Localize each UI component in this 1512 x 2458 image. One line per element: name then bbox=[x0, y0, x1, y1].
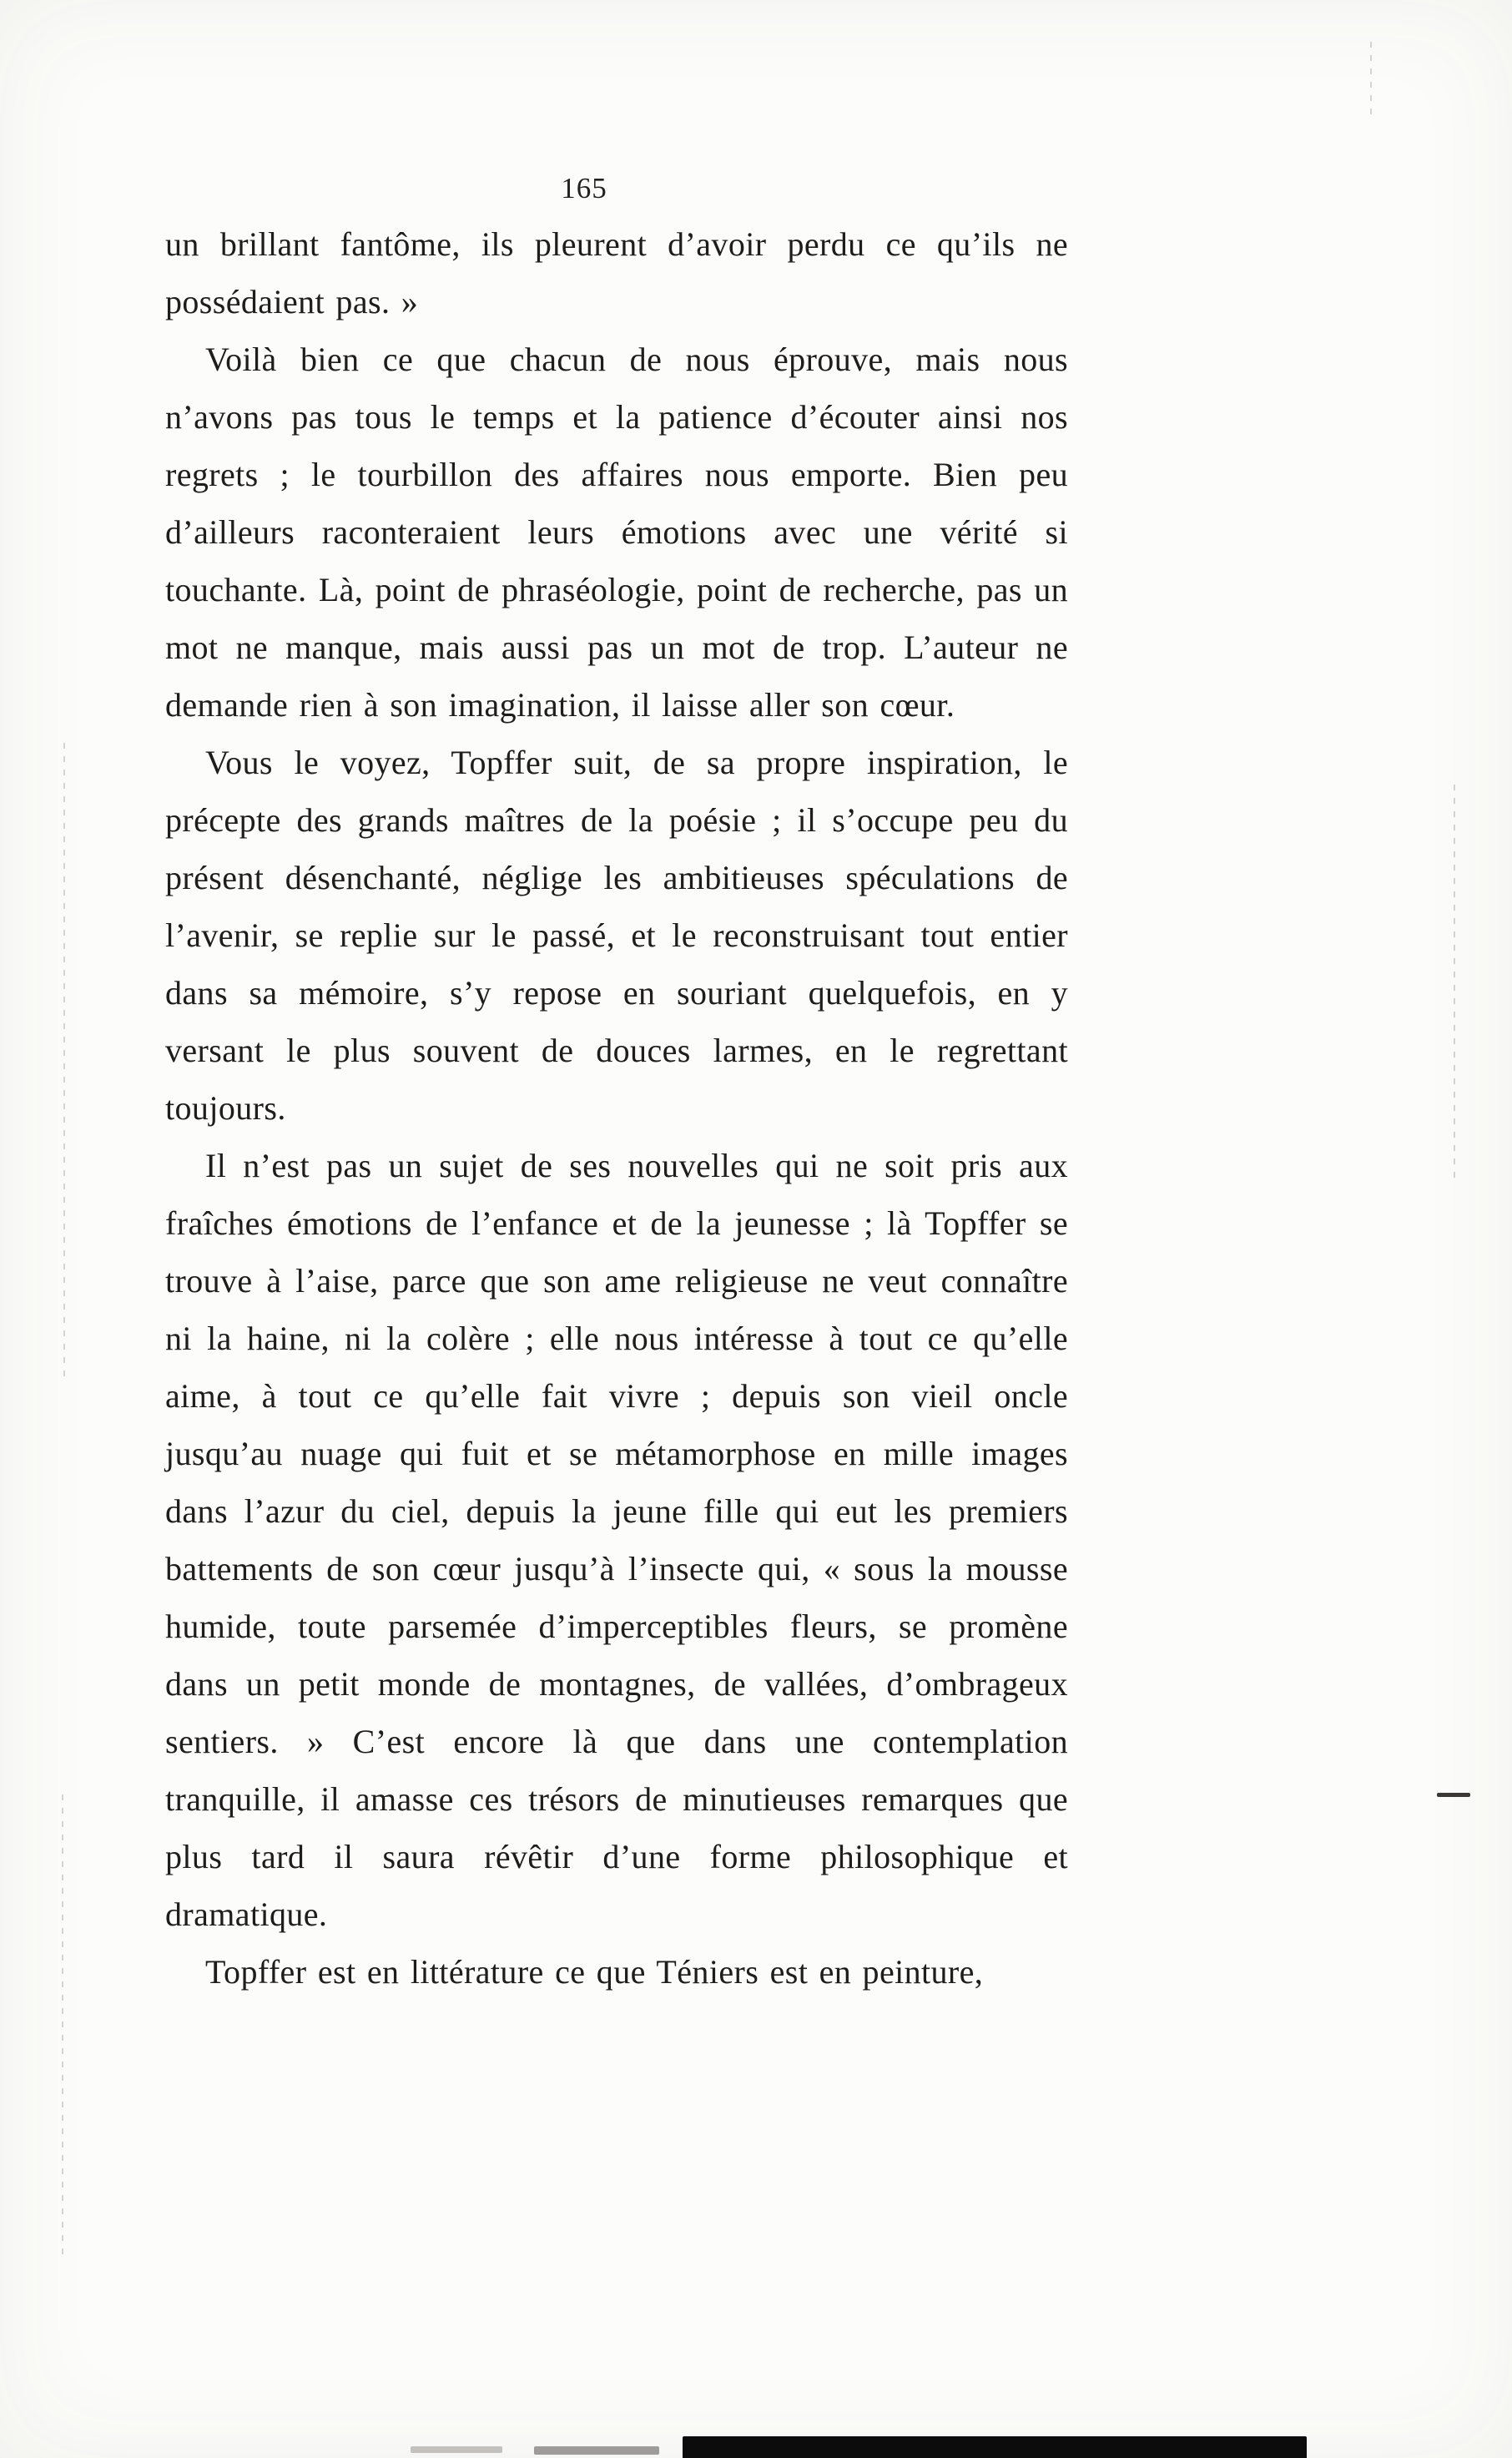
scan-artifact-left-line bbox=[62, 1794, 63, 2262]
scan-artifact-right-line bbox=[1454, 785, 1455, 1185]
paragraph-continuation: un brillant fantôme, ils pleurent d’avoir perdu ce qu’ils ne possédaient pas. » bbox=[165, 225, 1068, 320]
paragraph: Topffer est en littérature ce que Téniers est en peinture, bbox=[205, 1953, 984, 1991]
paragraph: Il n’est pas un sujet de ses nouvelles qui ne soit pris aux fraîches émotions de l’enfance et de la jeunesse ; là Topffer se trouve à l’aise, parce que son ame religieuse ne veut connaître ni la haine, ni la colère ; elle nous intéresse à tout ce qu’elle aime, à tout ce qu’elle fait vivre ; depuis son vieil oncle jusqu’au nuage qui fuit et se métamorphose en mille images dans l’azur du ciel, depuis la jeune fille qui eut les premiers battements de son cœur jusqu’à l’insecte qui, « sous la mousse humide, toute parsemée d’imperceptibles fleurs, se promène dans un petit monde de montagnes, de vallées, d’ombrageux sentiers. » C’est encore là que dans une contemplation tranquille, il amasse ces trésors de minutieuses remarques que plus tard il saura révêtir d’une forme philosophique et dramatique. bbox=[165, 1147, 1068, 1933]
page-number: 165 bbox=[561, 172, 607, 204]
text-block bbox=[165, 215, 1068, 2001]
paragraph: Voilà bien ce que chacun de nous éprouve, mais nous n’avons pas tous le temps et la patience d’écouter ainsi nos regrets ; le tourbillon des affaires nous emporte. Bien peu d’ailleurs raconteraient leurs émotions avec une vérité si touchante. Là, point de phraséologie, point de recherche, pas un mot ne manque, mais aussi pas un mot de trop. L’auteur ne demande rien à son imagination, il laisse aller son cœur. bbox=[165, 341, 1068, 724]
scan-artifact-bottom-dash bbox=[534, 2446, 659, 2455]
scan-artifact-bottom-bar bbox=[683, 2436, 1307, 2458]
scan-artifact-bottom-dash bbox=[411, 2446, 502, 2453]
scan-artifact-left-line bbox=[63, 743, 65, 1377]
scan-artifact-top-right-line bbox=[1370, 42, 1372, 115]
paragraph: Vous le voyez, Topffer suit, de sa propre inspiration, le précepte des grands maîtres de la poésie ; il s’occupe peu du présent désenchanté, néglige les ambitieuses spéculations de l’avenir, se replie sur le passé, et le reconstruisant tout entier dans sa mémoire, s’y repose en souriant quelquefois, en y versant le plus souvent de douces larmes, en le regrettant toujours. bbox=[165, 744, 1068, 1127]
scan-artifact-margin-dash bbox=[1437, 1793, 1470, 1797]
